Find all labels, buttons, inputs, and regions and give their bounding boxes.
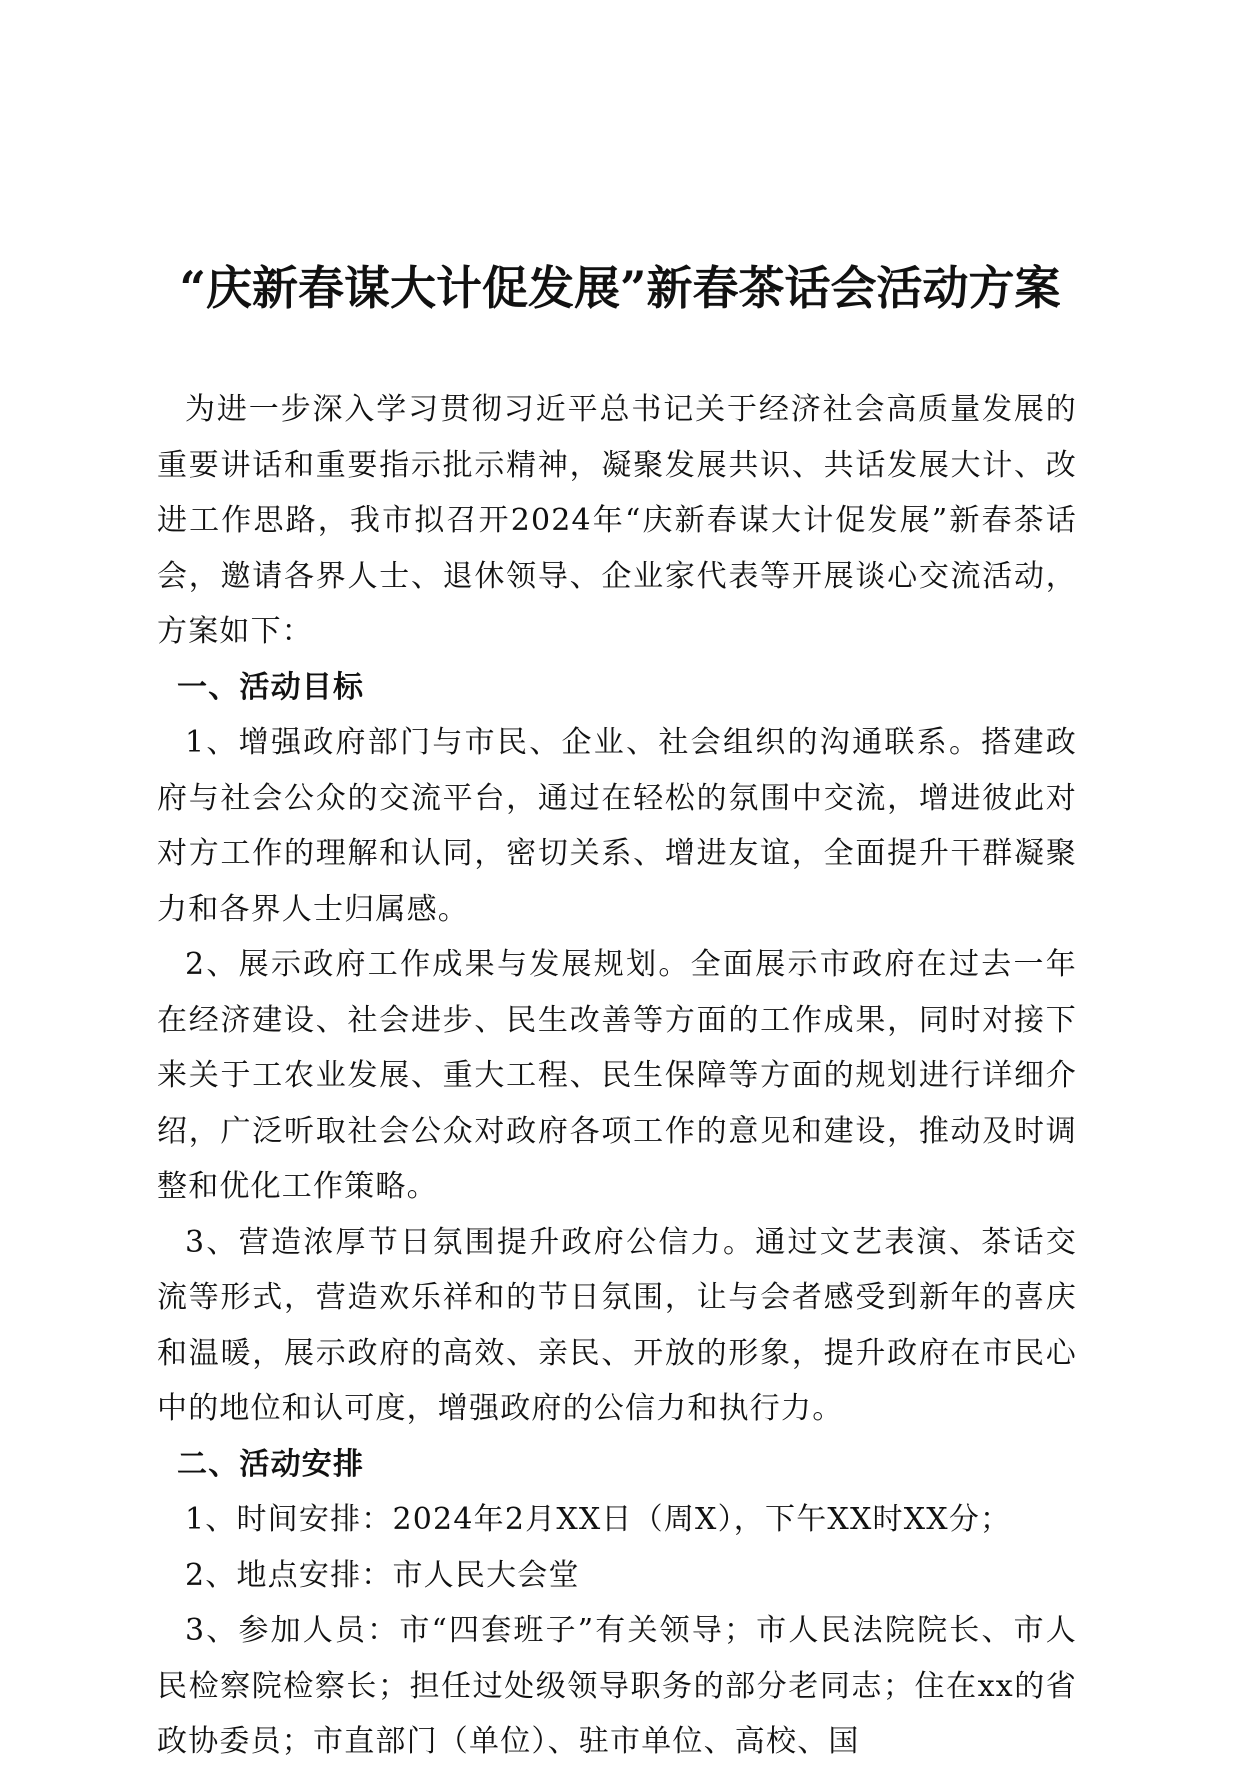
section-heading-arrangement: 二、活动安排 [177, 1446, 365, 1482]
section-heading-goals: 一、活动目标 [177, 669, 365, 705]
goal-paragraph-3: 3、营造浓厚节日氛围提升政府公信力。通过文艺表演、茶话交流等形式，营造欢乐祥和的节日氛围，让与会者感受到新年的喜庆和温暖，展示政府的高效、亲民、开放的形象，提升政府在市民心中的地位和认可度，增强政府的公信力和执行力。 [157, 1224, 1077, 1426]
document-body [157, 382, 1077, 1770]
arrangement-paragraph-time: 1、时间安排：2024年2月XX日（周X），下午XX时XX分； [185, 1502, 1012, 1537]
goal-paragraph-2: 2、展示政府工作成果与发展规划。全面展示市政府在过去一年在经济建设、社会进步、民生改善等方面的工作成果，同时对接下来关于工农业发展、重大工程、民生保障等方面的规划进行详细介绍，广泛听取社会公众对政府各项工作的意见和建设，推动及时调整和优化工作策略。 [157, 947, 1077, 1204]
document-title: “庆新春谋大计促发展”新春茶话会活动方案 [179, 261, 1061, 315]
arrangement-paragraph-venue: 2、地点安排：市人民大会堂 [185, 1557, 580, 1593]
intro-paragraph: 为进一步深入学习贯彻习近平总书记关于经济社会高质量发展的重要讲话和重要指示批示精神，凝聚发展共识、共话发展大计、改进工作思路，我市拟召开2024年“庆新春谋大计促发展”新春茶话会，邀请各界人士、退休领导、企业家代表等开展谈心交流活动，方案如下： [157, 392, 1077, 649]
goal-paragraph-1: 1、增强政府部门与市民、企业、社会组织的沟通联系。搭建政府与社会公众的交流平台，通过在轻松的氛围中交流，增进彼此对对方工作的理解和认同，密切关系、增进友谊，全面提升干群凝聚力和各界人士归属感。 [157, 725, 1077, 927]
arrangement-paragraph-attendees: 3、参加人员：市“四套班子”有关领导；市人民法院院长、市人民检察院检察长；担任过处级领导职务的部分老同志；住在xx的省政协委员；市直部门（单位）、驻市单位、高校、国 [157, 1613, 1077, 1759]
